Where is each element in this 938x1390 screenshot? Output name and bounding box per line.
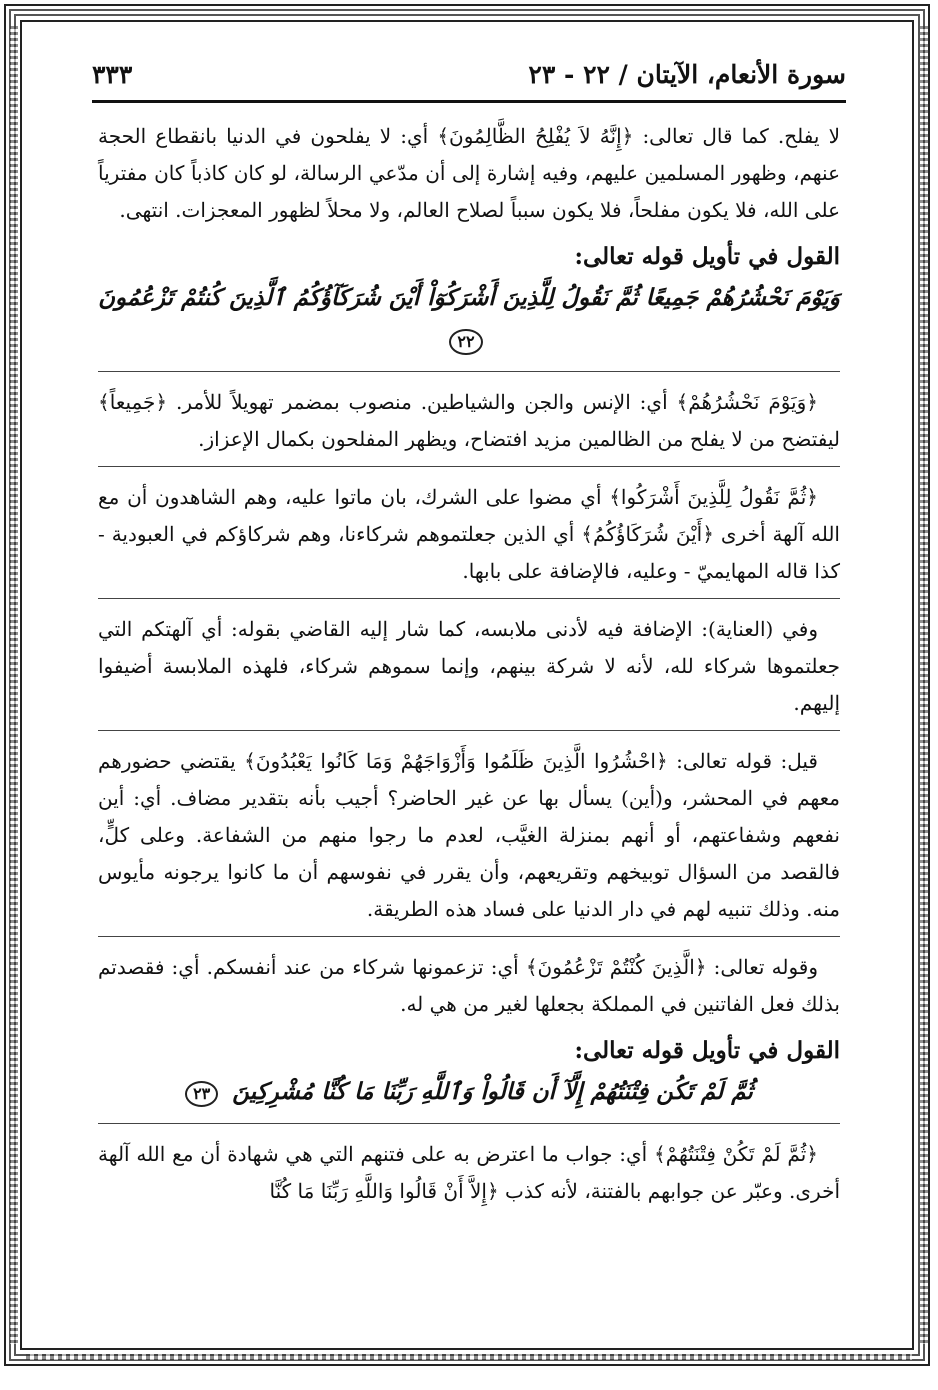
paragraph-5: قيل: قوله تعالى: ﴿احْشُرُوا الَّذِينَ ظَلَمُوا وَأَزْوَاجَهُمْ وَمَا كَانُوا يَعْبُدُونَ﴾ يقتضي حضورهم معهم في المحشر، و(أين) يسأل بها عن غير الحاضر؟ أجيب بأنه بتقدير مضاف. أي: أين نفعهم وشفاعتهم، أو أنهم بمنزلة الغيَّب، لعدم ما رجوا منهم من الشفاعة. وعلى كلٍّ، فالقصد من السؤال توبيخهم وتقريعهم، وأن يقرر في نفوسهم أن ما كانوا يرجونه مأيوس منه. وذلك تنبيه لهم في دار الدنيا على فساد هذه الطريقة.: [98, 749, 840, 921]
divider: [98, 730, 840, 731]
page-header: [92, 54, 846, 94]
divider: [98, 1123, 840, 1124]
quran-verse-2: [98, 1071, 840, 1113]
paragraph-3: ﴿ثُمَّ نَقُولُ لِلَّذِينَ أَشْرَكُوا﴾ أي مضوا على الشرك، بان ماتوا عليه، وهم الشاهدون أن مع الله آلهة أخرى ﴿أَيْنَ شُرَكَاؤُكُمُ﴾ أي الذين جعلتموهم شركاءنا، وهم شركاؤكم في العبودية - كذا قاله المهايميّ - وعليه، فالإضافة على بابها.: [98, 485, 840, 583]
running-title: سورة الأنعام، الآيتان / ٢٢ - ٢٣: [528, 59, 846, 89]
section-heading-1: القول في تأويل قوله تعالى:: [574, 243, 840, 270]
divider: [98, 936, 840, 937]
border-chain-right: [920, 26, 928, 1344]
verse-1-number: ٢٢: [449, 329, 482, 355]
divider: [98, 371, 840, 372]
border-chain-left: [10, 26, 18, 1344]
header-rule: [92, 100, 846, 103]
page-body: [98, 118, 840, 1218]
divider: [98, 466, 840, 467]
quran-verse-1: [98, 277, 840, 361]
paragraph-2: ﴿وَيَوْمَ نَحْشُرُهُمْ﴾ أي: الإنس والجن والشياطين. منصوب بمضمر تهويلاً للأمر. ﴿جَمِيعاً﴾ ليفتضح من لا يفلح من الظالمين مزيد افتضاح، ويظهر المفلحون بكمال الإعزاز.: [98, 390, 840, 451]
paragraph-6: وقوله تعالى: ﴿الَّذِينَ كُنْتُمْ تَزْعُمُونَ﴾ أي: تزعمونها شركاء من عند أنفسكم. أي: فقصدتم بذلك فعل الفاتنين في المملكة بجعلها لغير من هي له.: [98, 955, 840, 1016]
border-chain-bottom: [26, 1354, 912, 1360]
paragraph-7: ﴿ثُمَّ لَمْ تَكُنْ فِتْنَتُهُمْ﴾ أي: جواب ما اعترض به على فتنهم التي هي شهادة أن مع الله آلهة أخرى. وعبّر عن جوابهم بالفتنة، لأنه كذب ﴿إِلاَّ أَنْ قَالُوا وَاللَّهِ رَبِّنَا مَا كُنَّا: [98, 1142, 840, 1203]
page-number: ٣٣٣: [92, 59, 133, 89]
section-heading-2: القول في تأويل قوله تعالى:: [574, 1037, 840, 1064]
verse-2-number: ٢٣: [185, 1081, 218, 1107]
verse-1-text: وَيَوْمَ نَحْشُرُهُمْ جَمِيعًا ثُمَّ نَقُولُ لِلَّذِينَ أَشْرَكُوٓاْ أَيْنَ شُرَكَآؤُكُمُ ٱلَّذِينَ كُنتُمْ تَزْعُمُونَ: [98, 284, 840, 311]
paragraph-1: لا يفلح. كما قال تعالى: ﴿إِنَّهُ لاَ يُفْلِحُ الظَّالِمُونَ﴾ أي: لا يفلحون في الدنيا بانقطاع الحجة عنهم، وظهور المسلمين عليهم، وفيه إشارة إلى أن مدّعي الرسالة، لو كان كاذباً كان مفترياً على الله، فلا يكون مفلحاً، فلا يكون سبباً لصلاح العالم، ولا محلاً لظهور المعجزات. انتهى.: [98, 124, 840, 222]
paragraph-4: وفي (العناية): الإضافة فيه لأدنى ملابسه، كما شار إليه القاضي بقوله: أي آلهتكم التي جعلتموها شركاء لله، لأنه لا شركة بينهم، وإنما سموهم شركاء، فلهذه الملابسة أضيفوا إليهم.: [98, 617, 840, 715]
verse-2-text: ثُمَّ لَمْ تَكُن فِتْنَتُهُمْ إِلَّآ أَن قَالُواْ وَٱللَّهِ رَبِّنَا مَا كُنَّا مُشْرِكِينَ: [232, 1078, 753, 1105]
divider: [98, 598, 840, 599]
